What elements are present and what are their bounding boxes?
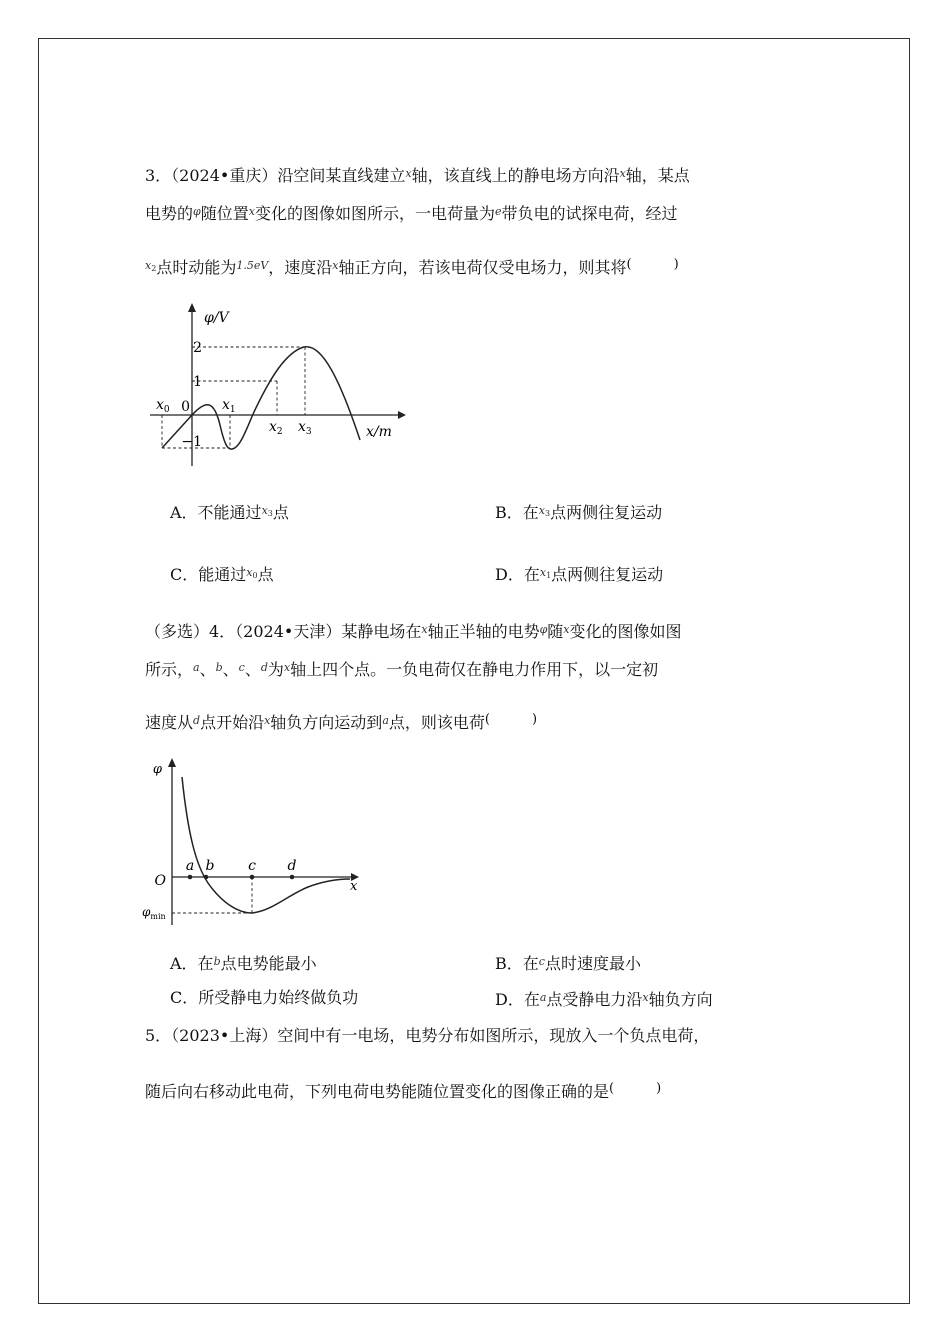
q4-point-b bbox=[204, 875, 209, 880]
q4-label-b: b bbox=[205, 858, 215, 874]
q3-option-a[interactable]: A．不能通过$^{x_3}$点 bbox=[170, 503, 289, 522]
q5-line-1: 5．（2023•上海）空间中有一电场，电势分布如图所示，现放入一个负点电荷， bbox=[145, 1026, 710, 1045]
q4-label-a: a bbox=[185, 858, 195, 874]
q4-line-2: 所示，$^a$、$^b$、$^c$、$^d$为$^x$轴上四个点。一负电荷仅在静电力作用下，以一定初 bbox=[145, 660, 659, 679]
q3-option-c[interactable]: C．能通过$^{x_0}$点 bbox=[170, 565, 274, 584]
q4-point-c bbox=[250, 875, 255, 880]
q4-phi-min-label: $\varphi_{min}$ bbox=[142, 905, 166, 921]
q4-origin-label: O bbox=[154, 873, 166, 889]
q4-line-1: （多选）4．（2024•天津）某静电场在$^x$轴正半轴的电势$^\varphi$随$^x$变化的图像如图 bbox=[145, 622, 682, 641]
q3-tick-minus1: −1 bbox=[181, 434, 202, 450]
q4-label-d: d bbox=[287, 858, 297, 874]
q4-option-d[interactable]: D．在$^a$点受静电力沿$^x$轴负方向 bbox=[495, 990, 713, 1009]
q4-point-d bbox=[290, 875, 295, 880]
q4-potential-graph bbox=[138, 755, 368, 930]
q3-x-axis-label: x/m bbox=[366, 424, 392, 440]
q3-line-3: $^{x_2}$点时动能为$^{1.5eV}$，速度沿$^x$轴正方向，若该电荷仅受电场力，则其将( ) bbox=[145, 257, 679, 277]
q4-point-a bbox=[188, 875, 193, 880]
q3-line-1: 3．（2024•重庆）沿空间某直线建立$^x$轴，该直线上的静电场方向沿$^x$轴，某点 bbox=[145, 166, 690, 185]
q4-option-b[interactable]: B．在$^c$点时速度最小 bbox=[495, 954, 641, 973]
q4-option-c[interactable]: C．所受静电力始终做负功 bbox=[170, 988, 359, 1007]
q3-origin-label: 0 bbox=[181, 399, 190, 415]
q3-label-x3: $x_3$ bbox=[298, 419, 312, 437]
q4-x-axis-label: x bbox=[350, 879, 358, 894]
q3-potential-graph bbox=[140, 300, 410, 470]
q3-label-x2: $x_2$ bbox=[269, 419, 283, 437]
q3-option-d[interactable]: D．在$^{x_1}$点两侧往复运动 bbox=[495, 565, 664, 584]
q3-y-axis-label: φ/V bbox=[204, 310, 229, 326]
q4-y-axis-label: φ bbox=[152, 762, 162, 777]
q3-option-b[interactable]: B．在$^{x_3}$点两侧往复运动 bbox=[495, 503, 663, 522]
q4-label-c: c bbox=[248, 858, 256, 874]
q3-label-x1: $x_1$ bbox=[222, 397, 236, 415]
q4-option-a[interactable]: A．在$^b$点电势能最小 bbox=[170, 954, 317, 973]
q3-label-x0: $x_0$ bbox=[156, 397, 170, 415]
q5-line-2: 随后向右移动此电荷，下列电荷电势能随位置变化的图像正确的是( ) bbox=[145, 1081, 662, 1101]
q3-line-2: 电势的$^\varphi$随位置$^x$变化的图像如图所示，一电荷量为$^e$带负电的试探电荷，经过 bbox=[145, 204, 678, 223]
q4-line-3: 速度从$^d$点开始沿$^x$轴负方向运动到$^a$点，则该电荷( ) bbox=[145, 712, 538, 732]
q3-tick-2: 2 bbox=[193, 340, 202, 356]
q3-tick-1: 1 bbox=[193, 374, 202, 390]
